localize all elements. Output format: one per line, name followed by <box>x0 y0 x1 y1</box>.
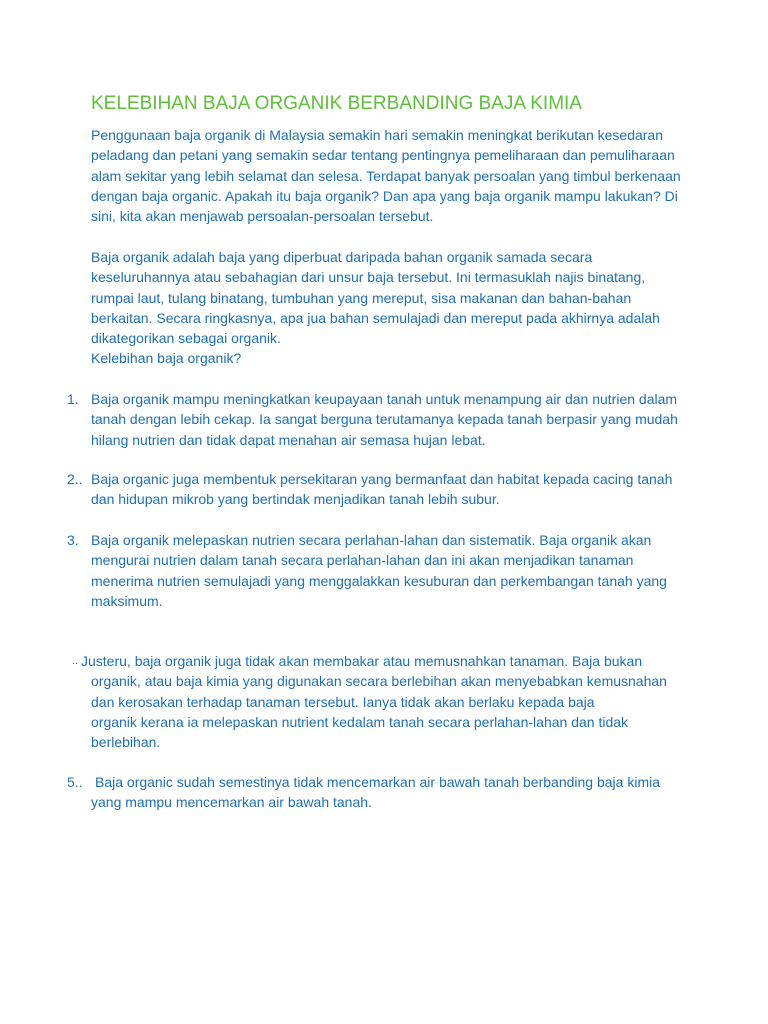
list-item-number: .. <box>72 655 79 667</box>
text-line: tanah dengan lebih cekap. Ia sangat berguna terutamanya kepada tanah berpasir yang mudah <box>91 411 678 428</box>
text-line: Baja organik mampu meningkatkan keupayaan tanah untuk menampung air dan nutrien dalam <box>91 391 678 407</box>
text-line: mengurai nutrien dalam tanah secara perlahan-lahan dan ini akan menjadikan tanaman <box>91 552 634 569</box>
text-line: menerima nutrien semulajadi yang menggalakkan kesuburan dan perkembangan tanah yang <box>91 572 667 589</box>
definition-paragraph <box>91 247 691 369</box>
list-item-number: 3. <box>67 532 79 548</box>
text-line: organik, atau baja kimia yang digunakan secara berlebihan akan menyebabkan kemusnahan <box>91 673 667 690</box>
text-line: Justeru, baja organik juga tidak akan membakar atau memusnahkan tanaman. Baja bukan <box>81 653 643 669</box>
text-line: keseluruhannya atau sebahagian dari unsur baja tersebut. Ini termasuklah najis binatang, <box>91 269 646 286</box>
text-line: Baja organik melepaskan nutrien secara perlahan-lahan dan sistematik. Baja organik akan <box>91 532 652 548</box>
text-line: dan hidupan mikrob yang bertindak menjadikan tanah lebih subur. <box>91 491 500 508</box>
text-line: Baja organic sudah semestinya tidak mencemarkan air bawah tanah berbanding baja kimia <box>95 774 660 790</box>
list-item-text <box>91 389 701 450</box>
document-title: KELEBIHAN BAJA ORGANIK BERBANDING BAJA KIMIA <box>91 93 582 114</box>
text-line: dengan baja organic. Apakah itu baja organik? Dan apa yang baja organik mampu lakukan? Di <box>91 187 678 204</box>
text-line: sini, kita akan menjawab persoalan-persoalan tersebut. <box>91 208 434 225</box>
list-item-text <box>91 530 701 611</box>
text-line: dan kerosakan terhadap tanaman tersebut. Ianya tidak akan berlaku kepada baja <box>91 693 595 710</box>
text-line: peladang dan petani yang semakin sedar tentang pentingnya pemeliharaan dan pemuliharaan <box>91 147 675 164</box>
list-item-number: 5.. <box>67 774 83 790</box>
text-line: hilang nutrien dan tidak dapat menahan air semasa hujan lebat. <box>91 431 486 448</box>
list-item-number: 1. <box>67 391 79 407</box>
text-line: dikategorikan sebagai organik. <box>91 330 281 347</box>
text-line: Penggunaan baja organik di Malaysia semakin hari semakin meningkat berikutan kesedaran <box>91 127 664 143</box>
text-line: organik kerana ia melepaskan nutrient kedalam tanah secara perlahan-lahan dan tidak <box>91 713 629 730</box>
intro-paragraph <box>91 125 691 226</box>
text-line: maksimum. <box>91 592 163 609</box>
text-line: berkaitan. Secara ringkasnya, apa jua bahan semulajadi dan mereput pada akhirnya adalah <box>91 309 660 326</box>
text-line: Kelebihan baja organik? <box>91 350 242 367</box>
text-line: alam sekitar yang lebih selamat dan selesa. Terdapat banyak persoalan yang timbul berkenaan <box>91 167 681 184</box>
text-line: berlebihan. <box>91 734 161 751</box>
text-line: yang mampu mencemarkan air bawah tanah. <box>91 794 372 811</box>
text-line: rumpai laut, tulang binatang, tumbuhan yang mereput, sisa makanan dan bahan-bahan <box>91 289 632 306</box>
list-item-text <box>91 772 701 813</box>
text-line: Baja organik adalah baja yang diperbuat daripada bahan organik samada secara <box>91 249 593 265</box>
list-item-text <box>81 651 691 752</box>
text-line: Baja organic juga membentuk persekitaran yang bermanfaat dan habitat kepada cacing tanah <box>91 471 673 487</box>
list-item-text <box>91 469 701 510</box>
list-item-number: 2.. <box>67 471 83 487</box>
